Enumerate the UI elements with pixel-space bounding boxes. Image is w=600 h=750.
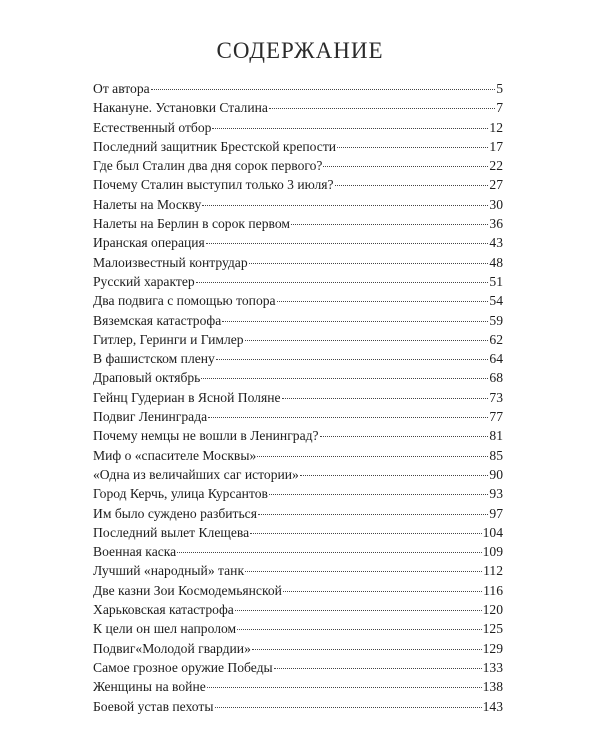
toc-entry-title: Русский характер — [93, 273, 195, 289]
toc-entry-title: Военная каска — [93, 544, 177, 560]
toc-entry — [93, 600, 503, 619]
toc-entry — [93, 311, 503, 330]
toc-entry-page: 22 — [489, 158, 503, 174]
toc-entry-title: Самое грозное оружие Победы — [93, 659, 273, 675]
toc-entry-page: 90 — [489, 466, 503, 482]
toc-entry — [93, 291, 503, 310]
toc-entry — [93, 98, 503, 117]
toc-entry — [93, 137, 503, 156]
toc-entry-page: 43 — [489, 235, 503, 251]
toc-entry-page: 62 — [489, 331, 503, 347]
toc-entry-page: 120 — [482, 602, 503, 618]
toc-entry — [93, 504, 503, 523]
toc-entry-title: От автора — [93, 81, 150, 96]
dot-leader — [177, 552, 481, 553]
dot-leader — [196, 282, 489, 283]
toc-entry-title: Почему немцы не вошли в Ленинград? — [93, 428, 319, 444]
toc-entry-page: 27 — [489, 177, 503, 193]
dot-leader — [245, 340, 489, 341]
dot-leader — [207, 687, 482, 688]
toc-entry-title: Драповый октябрь — [93, 370, 201, 386]
toc-entry-title: Миф о «спасителе Москвы» — [93, 447, 257, 463]
toc-entry — [93, 677, 503, 696]
toc-entry — [93, 79, 503, 98]
toc-entry — [93, 330, 503, 349]
toc-entry-page: 48 — [489, 254, 503, 270]
toc-entry-title: Налеты на Москву — [93, 196, 202, 212]
toc-entry-page: 97 — [489, 505, 503, 521]
dot-leader — [269, 108, 495, 109]
toc-entry-title: Город Керчь, улица Курсантов — [93, 486, 268, 502]
toc-entry-title: Подвиг«Молодой гвардии» — [93, 640, 251, 656]
toc-entry-title: Иранская операция — [93, 235, 205, 251]
toc-entry-title: Малоизвестный контрудар — [93, 254, 248, 270]
toc-entry-page: 116 — [483, 582, 503, 598]
dot-leader — [323, 166, 488, 167]
dot-leader — [300, 475, 489, 476]
toc-entry — [93, 175, 503, 194]
toc-entry-title: В фашистском плену — [93, 351, 215, 367]
toc-entry-page: 68 — [489, 370, 503, 386]
toc-entry — [93, 272, 503, 291]
toc-entry-page: 77 — [489, 409, 503, 425]
toc-entry — [93, 581, 503, 600]
dot-leader — [252, 649, 482, 650]
dot-leader — [206, 243, 489, 244]
dot-leader — [277, 301, 489, 302]
toc-entry-page: 125 — [482, 621, 503, 637]
toc-entry — [93, 368, 503, 387]
toc-entry-title: К цели он шел напролом — [93, 621, 237, 637]
toc-entry-page: 54 — [489, 293, 503, 309]
toc-entry-title: Гейнц Гудериан в Ясной Поляне — [93, 389, 281, 405]
dot-leader — [257, 456, 488, 457]
dot-leader — [201, 378, 488, 379]
dot-leader — [215, 707, 482, 708]
toc-entry-page: 64 — [489, 351, 503, 367]
toc-entry-title: Почему Сталин выступил только 3 июля? — [93, 177, 334, 193]
dot-leader — [208, 417, 488, 418]
toc-entry — [93, 349, 503, 368]
dot-leader — [245, 571, 482, 572]
toc-entry-title: Подвиг Ленинграда — [93, 409, 208, 425]
toc-entry-title: Последний защитник Брестской крепости — [93, 138, 337, 154]
toc-entry — [93, 697, 503, 716]
toc-entry-page: 7 — [496, 100, 503, 116]
toc-entry-title: Гитлер, Геринги и Гимлер — [93, 331, 244, 347]
toc-entry — [93, 233, 503, 252]
dot-leader — [337, 147, 488, 148]
toc-entry-page: 17 — [489, 138, 503, 154]
toc-entry-page: 59 — [489, 312, 503, 328]
toc-entry — [93, 118, 503, 137]
toc-entry — [93, 156, 503, 175]
toc-entry-page: 85 — [489, 447, 503, 463]
toc-entry-page: 133 — [482, 659, 503, 675]
toc-entry-page: 81 — [489, 428, 503, 444]
toc-entry — [93, 542, 503, 561]
toc-entry — [93, 195, 503, 214]
toc-entry-title: Налеты на Берлин в сорок первом — [93, 216, 290, 232]
toc-entry-title: Два подвига с помощью топора — [93, 293, 276, 309]
dot-leader — [283, 591, 482, 592]
toc-entry-page: 109 — [482, 544, 503, 560]
toc-entry — [93, 619, 503, 638]
toc-entry-page: 51 — [489, 273, 503, 289]
toc-entry-page: 5 — [496, 81, 503, 96]
toc-entry — [93, 658, 503, 677]
toc-entry — [93, 484, 503, 503]
dot-leader — [249, 263, 489, 264]
dot-leader — [320, 436, 489, 437]
toc-entry-page: 138 — [482, 679, 503, 695]
toc-entry-title: Лучший «народный» танк — [93, 563, 245, 579]
toc-entry — [93, 465, 503, 484]
toc-entry-title: Две казни Зои Космодемьянской — [93, 582, 282, 598]
toc-entry-page: 112 — [483, 563, 503, 579]
toc-entry — [93, 388, 503, 407]
dot-leader — [235, 610, 482, 611]
toc-entry-title: Накануне. Установки Сталина — [93, 100, 268, 116]
toc-entry — [93, 523, 503, 542]
table-of-contents — [93, 79, 503, 716]
toc-entry-title: Им было суждено разбиться — [93, 505, 257, 521]
dot-leader — [291, 224, 488, 225]
toc-entry-page: 143 — [482, 698, 503, 714]
dot-leader — [212, 128, 488, 129]
toc-entry-title: Где был Сталин два дня сорок первого? — [93, 158, 323, 174]
dot-leader — [216, 359, 489, 360]
page-title: СОДЕРЖАНИЕ — [216, 38, 384, 63]
toc-entry-title: Боевой устав пехоты — [93, 698, 214, 714]
dot-leader — [202, 205, 488, 206]
toc-entry — [93, 214, 503, 233]
toc-entry-page: 73 — [489, 389, 503, 405]
dot-leader — [250, 533, 481, 534]
toc-entry-page: 12 — [489, 119, 503, 135]
dot-leader — [222, 321, 488, 322]
toc-entry — [93, 561, 503, 580]
toc-entry — [93, 407, 503, 426]
toc-entry-title: Харьковская катастрофа — [93, 602, 234, 618]
toc-entry-page: 30 — [489, 196, 503, 212]
toc-entry — [93, 426, 503, 445]
toc-entry-page: 36 — [489, 216, 503, 232]
dot-leader — [258, 514, 488, 515]
dot-leader — [282, 398, 489, 399]
toc-entry-page: 93 — [489, 486, 503, 502]
dot-leader — [237, 629, 481, 630]
toc-entry-title: Женщины на войне — [93, 679, 206, 695]
toc-entry — [93, 446, 503, 465]
toc-entry-page: 129 — [482, 640, 503, 656]
dot-leader — [151, 89, 496, 90]
toc-entry — [93, 253, 503, 272]
toc-entry-title: «Одна из величайших саг истории» — [93, 466, 299, 482]
dot-leader — [274, 668, 482, 669]
dot-leader — [269, 494, 488, 495]
toc-entry — [93, 639, 503, 658]
toc-entry-title: Последний вылет Клещева — [93, 524, 250, 540]
toc-entry-page: 104 — [482, 524, 503, 540]
toc-entry-title: Естественный отбор — [93, 119, 212, 135]
dot-leader — [335, 185, 489, 186]
toc-entry-title: Вяземская катастрофа — [93, 312, 222, 328]
